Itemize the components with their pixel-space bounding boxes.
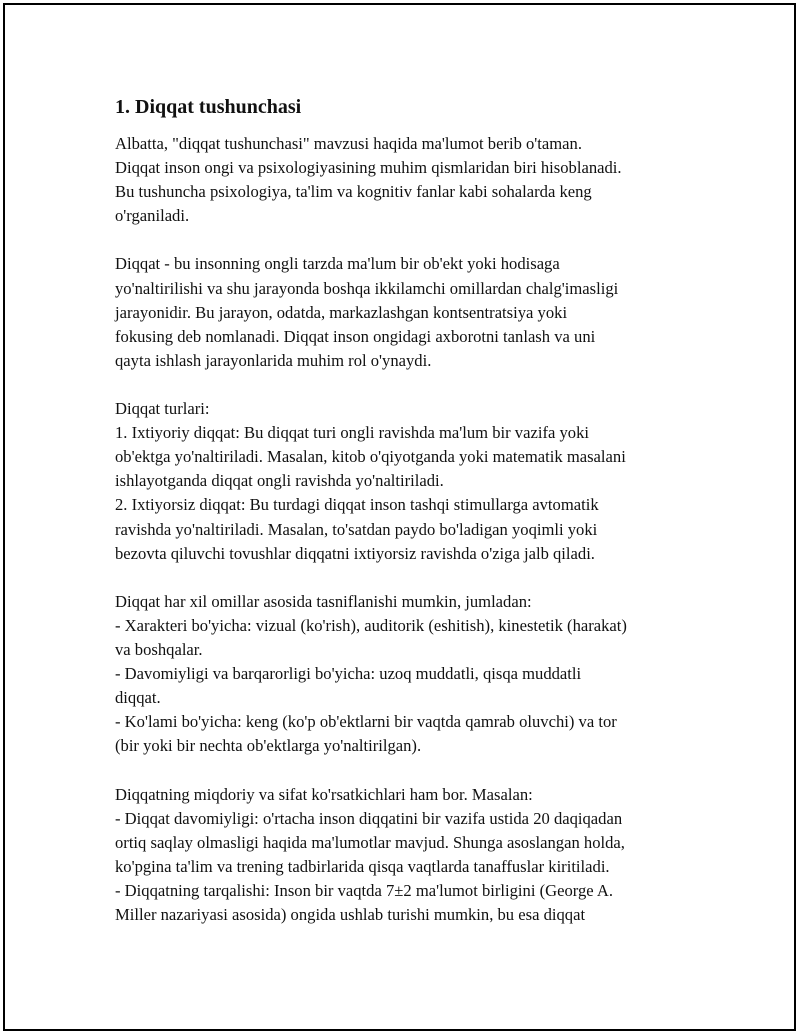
text-line: bezovta qiluvchi tovushlar diqqatni ixtiyorsiz ravishda o'ziga jalb qiladi. <box>115 543 595 563</box>
text-line: Albatta, "diqqat tushunchasi" mavzusi haqida ma'lumot berib o'taman. <box>115 134 582 153</box>
paragraph-metrics <box>115 783 715 928</box>
text-line: - Davomiyligi va barqarorligi bo'yicha: uzoq muddatli, qisqa muddatli <box>115 664 582 684</box>
section-heading: 1. Diqqat tushunchasi <box>115 96 302 118</box>
text-line: va boshqalar. <box>115 639 203 659</box>
text-line: ishlayotganda diqqat ongli ravishda yo'naltiriladi. <box>115 471 444 491</box>
paragraph-definition <box>115 252 715 372</box>
text-line: ob'ektga yo'naltiriladi. Masalan, kitob o'qiyotganda yoki matematik masalani <box>115 447 626 467</box>
paragraph-intro <box>115 132 715 228</box>
text-line: Diqqat - bu insonning ongli tarzda ma'lum bir ob'ekt yoki hodisaga <box>115 254 560 274</box>
text-line: ko'pgina ta'lim va trening tadbirlarida qisqa vaqtlarda tanaffuslar kiritiladi. <box>115 856 610 876</box>
text-line: o'rganiladi. <box>115 206 190 226</box>
text-line: Bu tushuncha psixologiya, ta'lim va kognitiv fanlar kabi sohalarda keng <box>115 182 592 202</box>
text-line: 1. Ixtiyoriy diqqat: Bu diqqat turi ongli ravishda ma'lum bir vazifa yoki <box>115 423 589 443</box>
text-line: yo'naltirilishi va shu jarayonda boshqa ikkilamchi omillardan chalg'imasligi <box>115 278 619 298</box>
text-line: Diqqat har xil omillar asosida tasniflanishi mumkin, jumladan: <box>115 591 532 611</box>
text-line: - Xarakteri bo'yicha: vizual (ko'rish), auditorik (eshitish), kinestetik (harakat) <box>115 615 627 635</box>
text-line: - Ko'lami bo'yicha: keng (ko'p ob'ektlarni bir vaqtda qamrab oluvchi) va tor <box>115 712 617 732</box>
text-line: Miller nazariyasi asosida) ongida ushlab turishi mumkin, bu esa diqqat <box>115 905 586 924</box>
document-body <box>115 93 715 951</box>
text-line: fokusing deb nomlanadi. Diqqat inson ongidagi axborotni tanlash va uni <box>115 326 596 346</box>
text-line: ravishda yo'naltiriladi. Masalan, to'satdan paydo bo'ladigan yoqimli yoki <box>115 519 598 539</box>
text-line: diqqat. <box>115 688 161 708</box>
paragraph-classification <box>115 590 715 759</box>
text-line: - Diqqat davomiyligi: o'rtacha inson diqqatini bir vazifa ustida 20 daqiqadan <box>115 808 623 828</box>
text-line: jarayonidir. Bu jarayon, odatda, markazlashgan kontsentratsiya yoki <box>115 302 568 322</box>
text-line: 2. Ixtiyorsiz diqqat: Bu turdagi diqqat inson tashqi stimullarga avtomatik <box>115 495 599 515</box>
text-line: qayta ishlash jarayonlarida muhim rol o'ynaydi. <box>115 350 432 370</box>
text-line: Diqqat inson ongi va psixologiyasining muhim qismlaridan biri hisoblanadi. <box>115 158 622 178</box>
text-line: Diqqat turlari: <box>115 399 210 419</box>
text-line: - Diqqatning tarqalishi: Inson bir vaqtda 7±2 ma'lumot birligini (George A. <box>115 880 613 900</box>
paragraph-types <box>115 397 715 566</box>
text-line: ortiq saqlay olmasligi haqida ma'lumotlar mavjud. Shunga asoslangan holda, <box>115 832 625 852</box>
text-line: (bir yoki bir nechta ob'ektlarga yo'naltirilgan). <box>115 736 422 756</box>
text-line: Diqqatning miqdoriy va sifat ko'rsatkichlari ham bor. Masalan: <box>115 784 533 804</box>
